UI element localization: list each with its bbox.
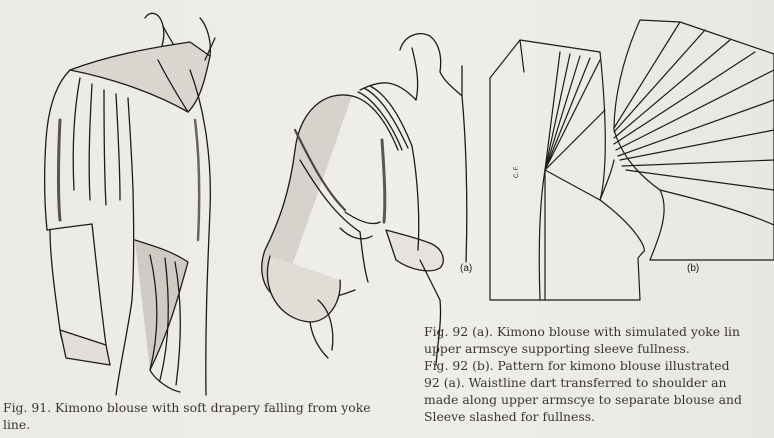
fig91-caption: Fig. 91. Kimono blouse with soft drapery falling from yoke line.: [3, 400, 371, 432]
fig92-caption-line: upper armscye supporting sleeve fullness.: [424, 341, 690, 356]
fig92-caption-line: Sleeve slashed for fullness.: [424, 409, 596, 424]
fig92-caption: [424, 323, 774, 425]
fig92-caption-line: 92 (a). Waistline dart transferred to shoulder an: [424, 375, 727, 390]
fig92-caption-line: Fig. 92 (b). Pattern for kimono blouse illustrated: [424, 358, 730, 373]
fig92a-blouse-drawing: [262, 34, 467, 365]
fig92-caption-line: made along upper armscye to separate blouse and: [424, 392, 742, 407]
fig91-blouse-drawing: [45, 13, 215, 395]
fig92a-label: (a): [460, 263, 473, 274]
fig92-caption-line: Fig. 92 (a). Kimono blouse with simulated yoke lin: [424, 324, 740, 339]
center-front-mark: C. F.: [514, 165, 520, 178]
fig92b-pattern-drawing: [614, 20, 774, 260]
fig92b-label: (b): [687, 263, 700, 274]
